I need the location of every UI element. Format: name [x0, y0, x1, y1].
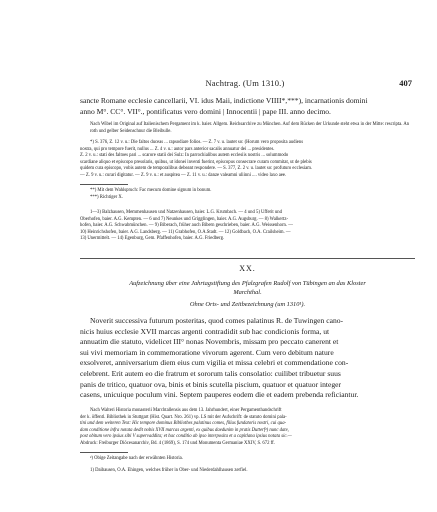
source-note-text: Nach Wibel im Original auf Italienischem Pergament im k. baier. Allgem. Reichsarchive zu München. Auf dem Rücken der Urkunde steht etwa in der Mitte: rescripta. An roth und gelber Seidenschnur die Bleibulle. — [90, 122, 410, 134]
text-line: nicis huius ecclesie XVII marcas argenti contradidit sub hac condicionis forma, ut — [80, 326, 330, 336]
section-divider — [80, 258, 415, 259]
page-number: 407 — [399, 78, 412, 88]
source-note — [80, 122, 415, 135]
section-title-line: Aufzeichnung über eine Jahrtagstiftung des Pfalzgrafen Rudolf von Tübingen an das Kloster — [129, 280, 366, 287]
note-line: nostra, qui pro tempore fuerit, nullus ... Z. 4 v. u.: autor pars anterior sacalis annuatur dei ... presidentes. — [80, 146, 275, 152]
footnote-line: 1) Daibausen, O.A. Ehingen, welches früher in Ober- und Niederdahlhausen zerfiel. — [90, 467, 248, 473]
note-line: scardiane aliquo et episcopo presolaris, quibus, ut idonei inventi fuerint, episcopus consecrare curam commitat, ut de plebis — [80, 159, 312, 165]
footnote-stars — [80, 188, 415, 201]
note-line: Oberhofen, baier. A.G. Kempten. — 6 und 7) Neunkes und Grigglingen, baier. A.G. Augsburg. — 8) Walkertz- — [80, 216, 289, 222]
section-title — [80, 279, 415, 297]
bottom-footnotes — [80, 456, 415, 474]
footnote-line: **) Mit dem Wahlspruch: Fac mecum domine signum in bonum. — [90, 188, 212, 193]
text-line: exsolveret, anniversarium diem eius cum vigilia et missa celebri et commendatione con- — [80, 358, 349, 368]
note-line: *) S. 376, Z. 12 v. u.: Die faltos duceas ... rapsodiare folios. — Z. 7 v. u. lautet so: (Horum vero proposita audiens — [90, 140, 304, 145]
body-text — [80, 316, 415, 401]
footnote-line: ***) Richtiger X. — [90, 194, 123, 200]
text-line: annuatim die statuto, videlicet III° nonas Novembris, missam pro peccato canerent et — [80, 337, 339, 347]
footnote-line: ²) Obige Zeitangabe nach der erwähnten Historia. — [90, 456, 183, 461]
footnote-divider — [80, 452, 128, 453]
note-line: 13) Unermittelt. — 14) Egenburg, Gem. Pfaffenhofen, baier. A.G. Friedberg. — [80, 236, 225, 242]
note-line: Abdruck: Freiburger Diöcesanarchiv, Bd. 4 (1869), S. 174 und Monumenta Germaniae XXIV, S. 672 ff. — [80, 440, 275, 446]
text-line: celebrent. Erit autem eo die fratrum et sororum talis consolatio: cuilibet tribuetur suus — [80, 368, 341, 378]
note-line: 1—3) Balzhausen, Memmenhausen und Natzenhausen, baier. L.G. Krumbach. — 4 und 5) Ufferit und — [90, 210, 282, 215]
note-line: post obitum vero ipsius sibi V supervaddita; et hac conditio ab ipso interposita et a capitlana ipsius notata sic.— — [80, 434, 292, 440]
section-title-line: Marchthal. — [233, 289, 262, 296]
text-line: sui vivi memoriam in commemoratione vivorum agerent. Cum vero debitum nature — [80, 347, 334, 357]
note-line: tini und dem weiteren Text: Hic tempore dominus Bibliothes palatinus comes, filius fundatoris nostri, cui qua- — [80, 421, 287, 427]
top-text — [80, 96, 415, 117]
section-subtitle: Ohne Orts- und Zeitbezeichnung (um 1310¹). — [189, 301, 306, 308]
header-title: Nachtrag. (Um 1310.) — [205, 78, 285, 88]
note-line: dam conditione infra notata dedit nobis XVII marcas argenti, ex quibus daedunim in pratis Dutterf²) nunc date, — [80, 427, 289, 433]
note-line: Nach Walteri Historia monasterii Marchtallensis aus dem 13. Jahrhundert, einer Pergamenthandschrift — [90, 408, 282, 413]
note-line: hofen, baier. A.G. Schwabmünchen. — 9) Biberach, früher auch Bibern geschrieben, baier. A.G. Weissenhorn. — — [80, 223, 293, 229]
text-line: panis de tritico, quatuor ova, binis et binis scutella piscium, quatuor et quatuor integer — [80, 379, 342, 389]
text-line: casens, unicuique poculum vini. Septem pauperes eodem die et eadem prebenda reficiantur. — [80, 390, 359, 400]
variant-notes — [80, 140, 415, 180]
note-line: quidem cura episcopo, vobis autem de temporalibus debeant respondere. — S. 377, Z. 2 v. u. lautet so: profuturo ecclesiam. — [80, 166, 313, 172]
note-line: — Z. 9 v. u.: curari digitatur. — Z. 9 v. u.: et auspitea — Z. 11 v. u.: danze valeamni uliinni .... video laxo aee. — [80, 172, 287, 178]
place-notes — [80, 210, 415, 243]
note-line: 10) Heinrichshofen, baier. A.G. Landsberg. — 11) Grabhofen, O.A.Stadt. — 12) Goldbach, O.A. Crailsheim. — — [80, 229, 291, 235]
note-line: der k. öffentl. Bibliothek in Stuttgart (Hist. Quart. Nro. 261) vp. LS mit der Aufschrift: de statuto domini pala- — [80, 414, 287, 420]
running-header — [80, 78, 410, 90]
text-line: sancte Romane ecclesie cancellarii, VI. idus Maii, indictione VIIII*,***), incarnationis domini — [80, 96, 368, 105]
text-line: anno M°. CC°. VII°., pontificatus vero domini | Innocentii | pape III. anno decimo. — [80, 106, 331, 116]
bottom-note — [80, 408, 415, 448]
section-heading — [80, 279, 415, 309]
footnote-divider — [80, 184, 128, 185]
section-number: XX. — [239, 264, 256, 273]
text-line: Noverit successiva futurum posteritas, quod comes palatinus R. de Tuwingen cano- — [90, 316, 344, 325]
note-line: Z. 2 v. u.: stati des faltoes pari ... scarore statii dei Sulz: In parrochialibus autem ecclesiis nostris ... solummodo — [80, 153, 289, 159]
